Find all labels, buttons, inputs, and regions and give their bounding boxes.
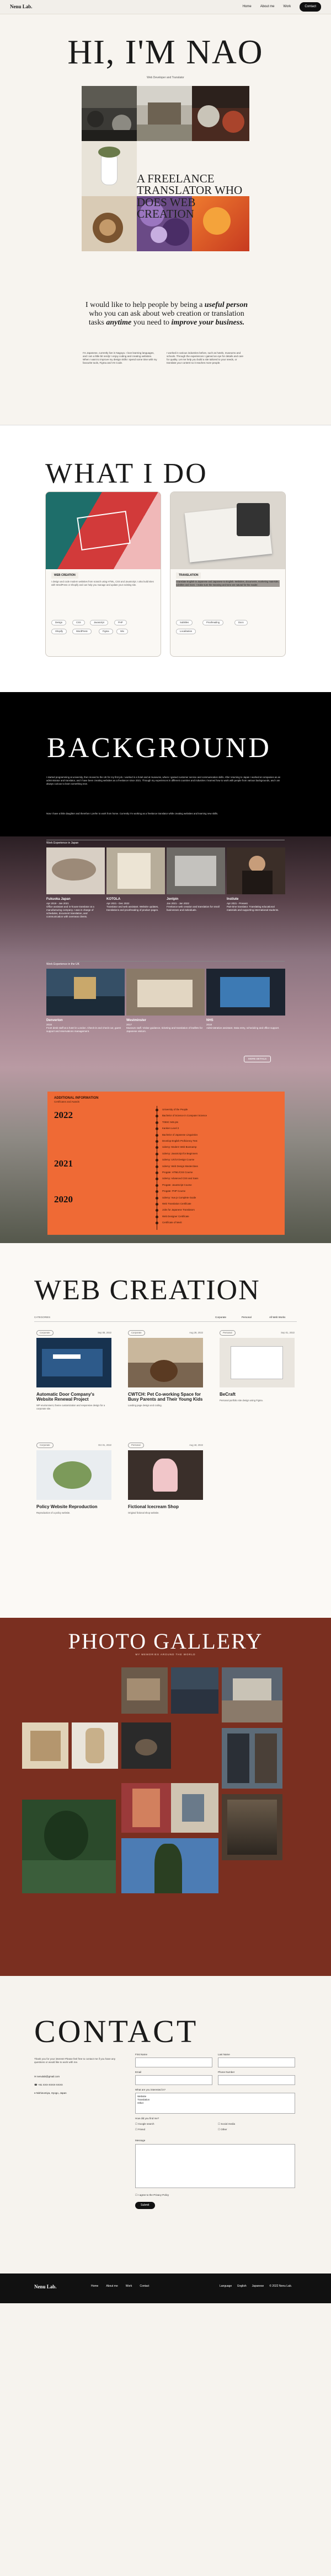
message-textarea[interactable] (135, 2144, 295, 2188)
timeline-event: Bachelor of Science in Computer Science (162, 1114, 207, 1117)
footer-lang-ja[interactable]: Japanese (252, 2285, 264, 2288)
hero-statement (84, 301, 249, 327)
timeline-dot (156, 1134, 158, 1137)
company-period: Jan 2021 - Jan 2022 (167, 902, 190, 905)
found-text: Google search (138, 2123, 154, 2125)
first-name-label: First Name (135, 2053, 148, 2056)
japan-company-4 (227, 897, 284, 912)
company-period: Apr 2021 - Dec 2022 (106, 902, 130, 905)
background-intro-2: Now I have a little daughter and therefore I prefer to work from home. Currently I'm working as a freelance translator while creating websites and learning new skills. (46, 812, 218, 815)
hero-paragraph-1: I'm Japanese, currently live in Nagoya. I love learning languages, and I am a little bit nerdy! I enjoy coding and creating websites. When I want to improve my design skills I spend some time with my favourite tools, Figma and VS Code. (83, 352, 157, 365)
timeline-event: Udemy: JavaScript for Beginners (162, 1152, 198, 1155)
hero-tagline: A FREELANCE TRANSLATOR WHO DOES WEB CREATION (137, 172, 243, 221)
hero-photo-flowers (192, 86, 249, 141)
uk-photo-2 (126, 969, 205, 1016)
post-title[interactable]: BeCraft (220, 1391, 236, 1397)
gallery-photo[interactable] (171, 1783, 218, 1833)
company-text: Translator and web assistant. Website updates, translations and proofreading of product pages. (106, 905, 159, 912)
interest-select[interactable] (135, 2093, 295, 2114)
company-text: Office assistant and in-house translator at a manufacturing company. I was in charge of schedules, document translation, and communication with overseas clients. (46, 905, 94, 919)
skill-tag: Design (51, 620, 66, 625)
timeline-event: University of the People (162, 1108, 188, 1111)
phone-icon: ☎ (34, 2083, 38, 2086)
timeline-dot (156, 1197, 158, 1200)
company-name: Denverton (46, 1019, 63, 1022)
post-date: Aug 18, 2022 (189, 1444, 203, 1446)
email-icon: ✉ (34, 2075, 38, 2078)
skill-tag: Localization (176, 629, 196, 634)
submit-button[interactable]: Submit (135, 2202, 155, 2209)
japan-photo-2 (106, 847, 165, 894)
post-text: WP environment, theme customization and responsive design for a corporate site. (36, 1404, 105, 1410)
interest-label: What are you interested in? (135, 2088, 166, 2091)
skill-tag: Javascript (90, 620, 108, 625)
skill-tag: Shopify (51, 629, 67, 634)
timeline-event: Kanken Level 2 (162, 1127, 179, 1130)
location-icon: ⌖ (34, 2092, 36, 2094)
post-date: Sep 01, 2022 (281, 1331, 295, 1334)
filter-all[interactable]: All Web Works (269, 1316, 286, 1319)
year-label: 2020 (54, 1194, 73, 1205)
uk-company-2 (126, 1018, 204, 1033)
timeline-event: Progate: JavaScript Course (162, 1183, 192, 1186)
web-title: WEB CREATION (34, 1275, 260, 1306)
hero-paragraph-2: I worked in various industries before, such as hotels, museums and schools. Through the experiences I gained an eye for details and care for quality. Let me help you build a site tailored to your needs, or translate your content so it reaches more people. (167, 352, 244, 365)
card-web-creation[interactable] (45, 492, 161, 657)
background-section (0, 692, 331, 1243)
found-text: Friend (138, 2128, 146, 2131)
footer-lang-en[interactable]: English (237, 2285, 247, 2288)
post-category[interactable]: Personal (220, 1330, 236, 1336)
post-text: Landing page design and coding. (128, 1404, 162, 1407)
skill-tag: CSS (72, 620, 85, 625)
hero-photo-cafe (82, 86, 137, 141)
statement-em: anytime (106, 318, 132, 327)
timeline-event: Jobs for Japanese Translators (162, 1208, 195, 1212)
post-category[interactable]: Personal (128, 1443, 144, 1448)
privacy-checkbox[interactable]: ☐ I agree to the Privacy Policy (135, 2194, 169, 2196)
timeline-dot (156, 1222, 158, 1224)
post-image (220, 1338, 295, 1387)
divider (34, 1321, 297, 1322)
company-name: KOTOLA (106, 898, 121, 901)
found-option[interactable]: ☐ Other (218, 2128, 227, 2131)
timeline-event: Develop English Proficiency Test (162, 1140, 197, 1142)
gallery-photo[interactable] (171, 1667, 218, 1714)
additional-subtitle: Certificates and Awards (54, 1100, 80, 1103)
company-period: 2017 (126, 1023, 132, 1027)
company-name: Westminster (126, 1019, 146, 1022)
statement-em: improve your business. (171, 318, 245, 327)
option[interactable]: Translation (137, 2098, 150, 2102)
japan-photo-4 (227, 847, 285, 894)
found-option[interactable]: ☐ Google search (135, 2123, 154, 2125)
timeline-dot (156, 1203, 158, 1206)
timeline-dot (156, 1115, 158, 1117)
nav-about[interactable]: About me (260, 5, 275, 9)
post-title[interactable]: Fictional Icecream Shop (128, 1504, 179, 1509)
timeline-dot (156, 1109, 158, 1111)
timeline-dot (156, 1165, 158, 1168)
japan-photo-3 (167, 847, 225, 894)
uk-company-3 (206, 1018, 284, 1030)
company-text: Part-time translator. Translating educational materials and supporting international students. (227, 905, 279, 912)
timeline-dot (156, 1121, 158, 1124)
additional-title: ADDITIONAL INFORMATION (54, 1097, 99, 1100)
post-text: Personal portfolio site design using Figma. (220, 1398, 263, 1402)
timeline-event: Progate: PHP Course (162, 1190, 186, 1193)
gallery-photo[interactable] (222, 1667, 282, 1722)
footer-nav-home[interactable]: Home (91, 2285, 99, 2288)
message-label: Message (135, 2139, 146, 2142)
gallery-photo[interactable] (121, 1838, 218, 1893)
uk-label: Work Experience in the UK (46, 961, 285, 966)
company-name: Jentpin (167, 898, 179, 901)
what-i-do-section (0, 425, 331, 692)
last-name-label: Last Name (218, 2053, 230, 2056)
web-creation-image (46, 492, 161, 569)
timeline-event: Udemy: Modern Web Bootcamp (162, 1146, 197, 1149)
gallery-photo[interactable] (72, 1722, 118, 1769)
contact-intro: Thank you for your interest! Please feel free to contact me if you have any questions or would like to work with me. (34, 2057, 116, 2064)
post-title[interactable]: Automatic Door Company's Website Renewal Project (36, 1391, 95, 1402)
option[interactable]: Website (137, 2095, 147, 2098)
post-image (36, 1338, 111, 1387)
uk-company-1 (46, 1018, 124, 1033)
post-date: Sep 08, 2022 (98, 1331, 111, 1334)
timeline-event: Web Designer Certificate (162, 1214, 189, 1218)
skill-tag: Wix (116, 629, 128, 634)
company-name: Instiute (227, 898, 239, 901)
card-label: WEB CREATION (51, 573, 78, 579)
additional-panel (47, 1092, 285, 1235)
timeline-dot (156, 1178, 158, 1180)
hero-section (0, 14, 331, 425)
statement-text: you need to (133, 318, 170, 327)
card-translation[interactable] (170, 492, 286, 657)
japan-photo-1 (46, 847, 105, 894)
timeline-dot (156, 1190, 158, 1193)
contact-location-row (34, 2092, 67, 2095)
company-period: Apr 2021 - Present (227, 902, 248, 905)
company-period: Apr 2019 - Jan 2021 (46, 902, 69, 905)
timeline-dot (156, 1140, 158, 1143)
contact-title: CONTACT (34, 2013, 199, 2049)
post-image (128, 1338, 203, 1387)
skill-tag: Subtitles (176, 620, 193, 625)
japan-company-1 (46, 897, 104, 919)
timeline-dot (156, 1153, 158, 1155)
skill-tag: Proofreading (202, 620, 223, 625)
timeline-event: Udemy: UX/UI Design Course (162, 1158, 195, 1162)
skill-tag: PHP (114, 620, 127, 625)
last-name-input[interactable] (218, 2057, 295, 2067)
company-name: NHS (206, 1019, 213, 1022)
gallery-photo[interactable] (222, 1794, 282, 1860)
post-image (128, 1450, 203, 1500)
company-period: 2016 (46, 1023, 52, 1027)
found-text: Other (221, 2128, 227, 2131)
japan-company-2 (106, 897, 164, 912)
nav-home[interactable]: Home (242, 5, 252, 9)
footer-nav (91, 2285, 150, 2288)
post-category[interactable]: Corporate (36, 1443, 54, 1448)
card-text: I design and code modern websites from scratch using HTML, CSS and JavaScript. I also build sites with WordPress or Shopify and can help you manage and update your existing site. (51, 580, 154, 586)
found-text: Social media (221, 2123, 236, 2125)
found-option[interactable]: ☐ Social media (218, 2123, 236, 2125)
hero-photo-street (137, 86, 192, 141)
filter-personal[interactable]: Personal (242, 1316, 252, 1319)
contact-location: Nishinomiya, Hyogo, Japan (36, 2092, 67, 2094)
translation-image (170, 492, 286, 569)
company-text: Museum staff. Visitor guidance, ticketing and translation of leaflets for Japanese visitors. (126, 1027, 203, 1033)
timeline-event: TOEIC 945 pts (162, 1120, 178, 1124)
uk-photo-3 (206, 969, 285, 1016)
footer (0, 2273, 331, 2303)
timeline-event: Certificate of Merit (162, 1221, 182, 1224)
email-input[interactable] (135, 2075, 212, 2085)
timeline-dot (156, 1159, 158, 1162)
email-label: Email (135, 2071, 142, 2073)
footer-nav-contact[interactable]: Contact (140, 2285, 150, 2288)
found-label: How did you find me? (135, 2117, 159, 2120)
gallery-photo[interactable] (22, 1722, 68, 1769)
statement-em: useful person (204, 301, 248, 309)
timeline-event: Bachelor of Japanese Linguistics (162, 1133, 198, 1136)
photo-gallery-section (0, 1618, 331, 1976)
post-image (36, 1450, 111, 1500)
timeline-event: Udemy: Advanced CSS and Sass (162, 1177, 199, 1180)
post-date: Oct 01, 2022 (98, 1444, 111, 1446)
found-option[interactable]: ☐ Friend (135, 2128, 146, 2131)
post-title[interactable]: CWTCH: Pet Co-working Space for Busy Parents and Their Young Kids (128, 1391, 203, 1402)
timeline-dot (156, 1171, 158, 1174)
card-label: TRANSLATION (176, 573, 201, 579)
footer-right (220, 2285, 292, 2288)
contact-button[interactable]: Contact (300, 2, 321, 11)
hero-photo-vase (82, 141, 137, 196)
uk-photo-1 (46, 969, 125, 1016)
timeline-dot (156, 1127, 158, 1130)
post-text: Original fictional shop website. (128, 1511, 159, 1514)
filter-corporate[interactable]: Corporate (215, 1316, 227, 1319)
first-name-input[interactable] (135, 2057, 212, 2067)
japan-label: Work Experience in Japan (46, 840, 285, 845)
timeline-dot (156, 1209, 158, 1212)
statement-text: who you can ask about web creation or translation tasks (88, 310, 244, 327)
company-period: 2018 (206, 1023, 212, 1027)
gallery-photo[interactable] (22, 1800, 116, 1893)
post-card[interactable] (128, 1330, 203, 1407)
gallery-photo[interactable] (121, 1667, 168, 1714)
contact-section (0, 1976, 331, 2273)
contact-phone[interactable]: +81 XXX-XXXX-XXXX (38, 2083, 63, 2086)
company-text: Administrative assistant. Data entry, scheduling and office support. (206, 1027, 280, 1030)
post-text: Reproduction of a policy website. (36, 1511, 71, 1514)
company-name: Fukuoka Japan (46, 898, 71, 901)
timeline-dot (156, 1184, 158, 1187)
phone-input[interactable] (218, 2075, 295, 2085)
gallery-subtitle: MY MEMORIES AROUND THE WORLD (135, 1653, 196, 1656)
hero-title: HI, I'M NAO (67, 34, 264, 71)
timeline-event: Udemy: Web Design Masterclass (162, 1164, 198, 1168)
main-nav (243, 2, 321, 11)
gallery-photo[interactable] (121, 1783, 171, 1833)
hero-photo-coffee (82, 196, 137, 251)
skill-tag: Figma (99, 629, 113, 634)
web-creation-section (0, 1243, 331, 1618)
post-card[interactable] (128, 1443, 203, 1515)
year-label: 2021 (54, 1158, 73, 1169)
year-label: 2022 (54, 1110, 73, 1120)
contact-email[interactable]: nenulab@gmail.com (37, 2075, 60, 2078)
contact-email-row (34, 2075, 60, 2078)
footer-nav-work[interactable]: Work (125, 2285, 132, 2288)
gallery-photo[interactable] (222, 1728, 282, 1789)
card-text: I translate English to Japanese and Japanese to English. Websites, documents, marketing materials, subtitles and more. I make sure the meaning and tone are natural for the reader. (176, 580, 279, 586)
company-text: Freelance web creation and translation for small businesses and individuals. (167, 905, 220, 912)
footer-copyright: © 2022 Nenu Lab. (269, 2285, 292, 2288)
what-title: WHAT I DO (45, 458, 208, 489)
timeline-event: Udemy: Vue.js Complete Guide (162, 1196, 196, 1199)
filter-label: CATEGORIES (34, 1316, 51, 1319)
post-title[interactable]: Policy Website Reproduction (36, 1504, 98, 1509)
footer-language-label: Language (220, 2285, 232, 2288)
site-logo[interactable]: Nenu Lab. (10, 4, 33, 10)
company-text: Front desk staff at a hotel in London. Check-in and check-out, guest support and reservations management. (46, 1027, 121, 1033)
skill-tag: Docs (234, 620, 248, 625)
phone-label: Phone Number (218, 2071, 235, 2073)
background-intro: I started programming at university, then moved to the UK for my first job. I worked in a hotel and at museums, where I gained customer service and communication skills. After returning to Japan I worked at companies as an administrator and translator, and I have been creating websites as a freelancer since 2021. Through my experiences in different countries and industries I learned how to work with people from various backgrounds, and I am always curious to learn something new. (46, 776, 281, 786)
skill-tag: WordPress (72, 629, 92, 634)
footer-logo[interactable]: Nenu Lab. (34, 2284, 57, 2289)
post-card[interactable] (36, 1330, 111, 1410)
more-details-button[interactable]: MORE DETAILS (244, 1056, 271, 1062)
privacy-text: I agree to the Privacy Policy (138, 2194, 169, 2196)
footer-nav-about[interactable]: About me (106, 2285, 118, 2288)
header (0, 0, 331, 14)
statement-text: I would like to help people by being a (86, 301, 203, 309)
post-category[interactable]: Corporate (36, 1330, 54, 1336)
timeline-event: Progate: HTML/CSS Course (162, 1171, 193, 1174)
post-date: Aug 28, 2022 (189, 1331, 203, 1334)
contact-phone-row (34, 2083, 63, 2087)
option[interactable]: Other (137, 2102, 144, 2105)
gallery-photo[interactable] (121, 1722, 171, 1769)
timeline-dot (156, 1146, 158, 1149)
hero-subtitle: Web Developer and Translator (147, 76, 184, 79)
post-category[interactable]: Corporate (128, 1330, 145, 1336)
gallery-title: PHOTO GALLERY (68, 1629, 263, 1654)
post-card[interactable] (220, 1330, 295, 1402)
nav-work[interactable]: Work (283, 5, 291, 9)
post-card[interactable] (36, 1443, 111, 1515)
japan-company-3 (167, 897, 224, 912)
timeline-dot (156, 1216, 158, 1218)
background-title: BACKGROUND (47, 732, 271, 764)
timeline-event: Web Translation Certificate (162, 1202, 191, 1205)
